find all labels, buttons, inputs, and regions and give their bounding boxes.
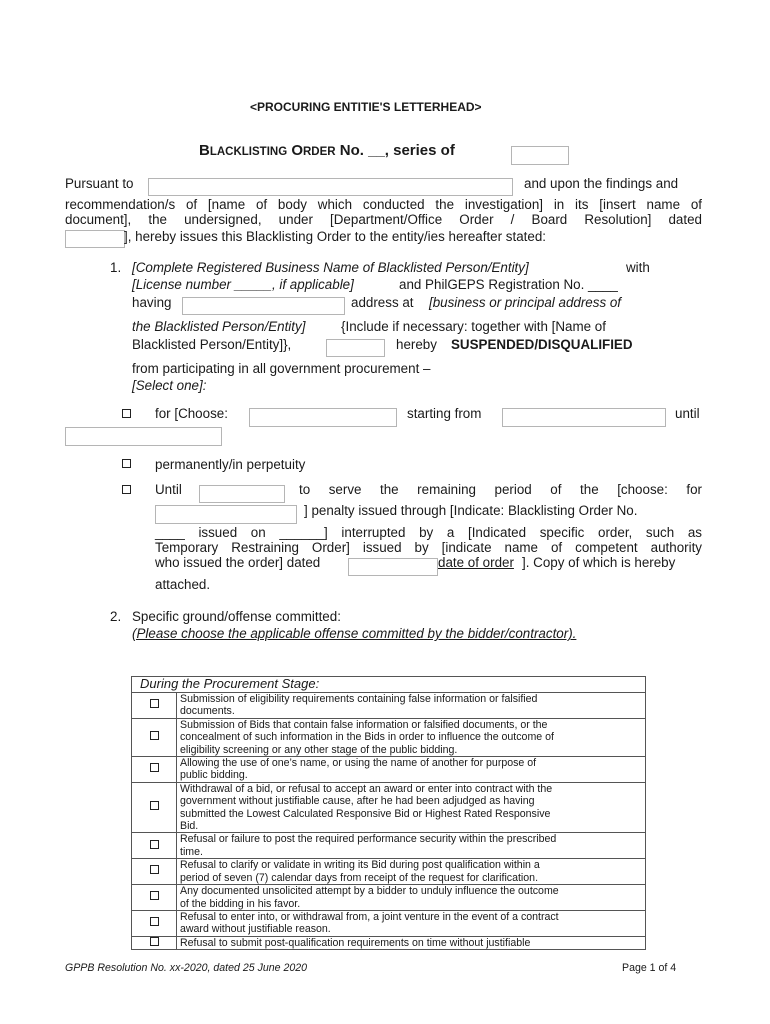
offense-checkbox[interactable] — [150, 801, 159, 810]
intro-line-4: ], hereby issues this Blacklisting Order to the entity/ies hereafter stated: — [124, 229, 547, 244]
footer-resolution: GPPB Resolution No. xx-2020, dated 25 June 2020 — [65, 962, 308, 974]
item-1-line-3c: [business or principal address of — [429, 295, 622, 310]
option-3-line-3: ____ issued on ______] interrupted by a [Indicated specific order, such as — [155, 525, 702, 540]
option-for-label: for [Choose: — [155, 406, 228, 421]
table-row — [132, 718, 646, 756]
item-1-line-7: [Select one]: — [132, 378, 207, 393]
intro-pursuant: Pursuant to — [65, 176, 134, 191]
order-date-field[interactable] — [65, 230, 125, 248]
offense-text-line: Submission of Bids that contain false information or falsified documents, or the — [180, 718, 548, 731]
offense-checkbox[interactable] — [150, 865, 159, 874]
intro-line-2: recommendation/s of [name of body which conducted the investigation] in its [insert name of — [65, 197, 702, 212]
offense-text-line: Refusal to enter into, or withdrawal from, a joint venture in the event of a contract — [180, 910, 559, 923]
option-until-label: until — [675, 406, 700, 421]
item-1-line-5c: SUSPENDED/DISQUALIFIED — [451, 337, 633, 352]
item-1-number: 1. — [110, 260, 122, 275]
offense-checkbox[interactable] — [150, 763, 159, 772]
offense-text-line: award without justifiable reason. — [180, 923, 331, 936]
item-1-line-5a: Blacklisted Person/Entity]}, — [132, 337, 292, 352]
item-2-number: 2. — [110, 609, 122, 624]
entity-having-field[interactable] — [182, 297, 345, 315]
until-date-field[interactable] — [65, 427, 222, 446]
table-header: During the Procurement Stage: — [132, 677, 646, 693]
offense-text-line: concealment of such information in the Bids in order to influence the outcome of — [180, 731, 554, 744]
intro-line-3: document], the undersigned, under [Department/Office Order / Board Resolution] dated — [65, 212, 702, 227]
title-word-2: RDER — [303, 146, 336, 158]
item-1-line-5b: hereby — [396, 337, 437, 352]
option-3-line-6: attached. — [155, 577, 211, 592]
offense-checkbox[interactable] — [150, 840, 159, 849]
option-3-line-5a: who issued the order] dated — [155, 555, 321, 570]
offense-text-line: government without justifiable cause, after he had been adjudged as having — [180, 795, 535, 808]
option-3-line-5c: ]. Copy of which is hereby — [522, 555, 676, 570]
item-2-note: (Please choose the applicable offense committed by the bidder/contractor). — [132, 626, 577, 641]
offense-text-line: submitted the Lowest Calculated Responsive Bid or Highest Rated Responsive — [180, 807, 551, 820]
option-permanent-label: permanently/in perpetuity — [155, 457, 306, 472]
offense-text-line: Allowing the use of one’s name, or using the name of another for purpose of — [180, 757, 537, 770]
option-3-line-5b: date of order — [438, 555, 514, 570]
option-starting-label: starting from — [407, 406, 482, 421]
offense-table — [131, 676, 646, 950]
offense-text-line: time. — [180, 845, 203, 858]
item-2-text: Specific ground/offense committed: — [132, 609, 341, 624]
item-1-line-2b: and PhilGEPS Registration No. ____ — [399, 277, 618, 292]
table-row — [132, 936, 646, 949]
table-row — [132, 782, 646, 833]
table-row — [132, 859, 646, 885]
pursuant-to-field[interactable] — [148, 178, 513, 196]
item-1-line-2a: [License number _____, if applicable] — [132, 277, 354, 292]
offense-text-line: Any documented unsolicited attempt by a bidder to unduly influence the outcome — [180, 885, 559, 898]
page-title — [199, 142, 455, 159]
item-1-line-4a: the Blacklisted Person/Entity] — [132, 319, 306, 334]
table-row — [132, 910, 646, 936]
offense-text-line: documents. — [180, 705, 235, 718]
table-row — [132, 757, 646, 783]
offense-checkbox[interactable] — [150, 937, 159, 946]
option-until-checkbox[interactable] — [122, 485, 131, 494]
offense-checkbox[interactable] — [150, 731, 159, 740]
offense-text-line: Bid. — [180, 820, 199, 833]
item-1-line-6: from participating in all government procurement – — [132, 361, 431, 376]
offense-text-line: Withdrawal of a bid, or refusal to accept an award or enter into contract with the — [180, 782, 553, 795]
table-row — [132, 833, 646, 859]
offense-text-line: public bidding. — [180, 769, 248, 782]
title-cap-b: B — [199, 142, 210, 159]
table-row — [132, 885, 646, 911]
footer-page-number: Page 1 of 4 — [622, 962, 677, 974]
offense-text-line: eligibility screening or any other stage of the public bidding. — [180, 743, 458, 756]
series-year-field[interactable] — [511, 146, 569, 165]
title-word-1: LACKLISTING — [209, 146, 288, 158]
offense-checkbox[interactable] — [150, 917, 159, 926]
option-3-line-1: to serve the remaining period of the [choose: for — [299, 482, 702, 497]
item-1-line-3b: address at — [351, 295, 414, 310]
option-3-until-label: Until — [155, 482, 182, 497]
period-choose-field[interactable] — [249, 408, 397, 427]
offense-checkbox[interactable] — [150, 699, 159, 708]
item-1-line-3a: having — [132, 295, 172, 310]
item-1-line-4b: {Include if necessary: together with [Name of — [341, 319, 606, 334]
letterhead: <PROCURING ENTITIE'S LETTERHEAD> — [250, 100, 482, 114]
item-1-line-1b: with — [626, 260, 650, 275]
penalty-field[interactable] — [155, 505, 297, 524]
offense-text-line: Refusal to clarify or validate in writing its Bid during post qualification within a — [180, 859, 540, 872]
table-row — [132, 693, 646, 719]
title-cap-o: O — [291, 142, 303, 159]
offense-checkbox[interactable] — [150, 891, 159, 900]
until-event-field[interactable] — [199, 485, 285, 503]
title-rest: No. __, series of — [339, 142, 455, 159]
offense-text-line: period of seven (7) calendar days from receipt of the request for clarification. — [180, 871, 539, 884]
intro-and-upon: and upon the findings and — [524, 176, 679, 191]
item-1-line-1a: [Complete Registered Business Name of Blacklisted Person/Entity] — [132, 260, 529, 275]
option-3-line-2: ] penalty issued through [Indicate: Blacklisting Order No. — [304, 503, 638, 518]
option-for-checkbox[interactable] — [122, 409, 131, 418]
option-3-line-4: Temporary Restraining Order] issued by [indicate name of competent authority — [155, 540, 702, 555]
offense-text-line: of the bidding in his favor. — [180, 897, 301, 910]
order-issued-date-field[interactable] — [348, 558, 438, 576]
offense-text-line: Refusal or failure to post the required performance security within the prescribed — [180, 833, 557, 846]
offense-text-line: Refusal to submit post-qualification requirements on time without justifiable — [180, 936, 531, 949]
option-permanent-checkbox[interactable] — [122, 459, 131, 468]
table-header-row — [132, 677, 646, 693]
offense-text-line: Submission of eligibility requirements containing false information or falsified — [180, 693, 538, 705]
starting-date-field[interactable] — [502, 408, 666, 427]
entity-status-field[interactable] — [326, 339, 385, 357]
